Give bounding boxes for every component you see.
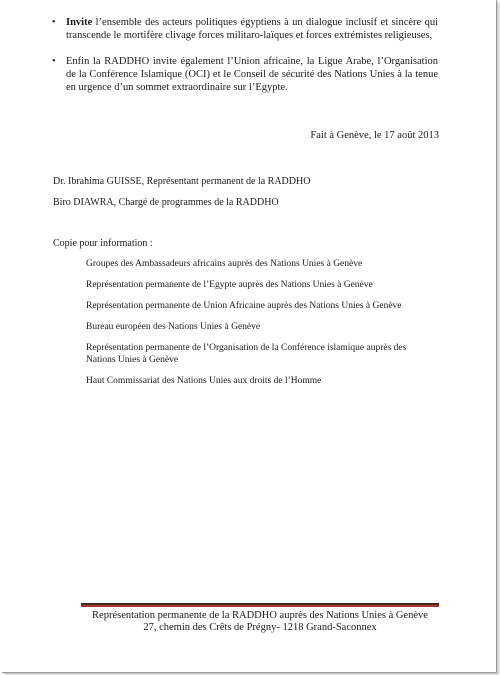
list-item: Groupes des Ambassadeurs africains auprès des Nations Unies à Genève [86, 259, 363, 269]
recipient-list [86, 259, 438, 397]
resolution-bullets [52, 16, 438, 107]
date-line: Fait à Genève, le 17 août 2013 [310, 130, 439, 141]
footer-line-1: Représentation permanente de la RADDHO auprès des Nations Unies à Genève [92, 610, 428, 621]
bullet-dot-icon: • [52, 17, 56, 28]
bullet-invite [52, 16, 438, 42]
signatory-guisse: Dr. Ibrahima GUISSE, Représentant permanent de la RADDHO [53, 176, 311, 187]
bullet-text: Enfin la RADDHO invite également l’Union africaine, la Ligue Arabe, l’Organisation de la Conférence Islamique (OCI) et le Conseil de sécurité des Nations Unies à la tenue en urgence d’un sommet extraordinaire sur l’Egypte. [66, 56, 438, 93]
list-item: Représentation permanente de l’Organisation de la Conférence islamique auprès des Nations Unies à Genève [86, 343, 407, 365]
list-item: Bureau européen des Nations Unies à Genève [86, 322, 261, 332]
list-item: Haut Commissariat des Nations Unies aux droits de l’Homme [86, 375, 322, 386]
bullet-dot-icon: • [52, 56, 56, 67]
bullet-text: l’ensemble des acteurs politiques égyptiens à un dialogue inclusif et sincère qui transcende le mortifère clivage forces militaro-laïques et forces extrémistes religieuses, [66, 17, 438, 41]
copy-title: Copie pour information : [53, 238, 153, 249]
list-item: Représentation permanente de Union Africaine auprès des Nations Unies à Genève [86, 301, 402, 311]
list-item: Représentation permanente de l’Egypte auprès des Nations Unies à Genève [86, 280, 373, 290]
bullet-enfin [52, 55, 438, 94]
footer-divider-accent [81, 605, 439, 607]
footer-line-2: 27, chemin des Crêts de Prégny- 1218 Grand-Saconnex [143, 622, 377, 633]
bullet-bold-word: Invite [66, 17, 93, 28]
signatory-diawra: Biro DIAWRA, Chargé de programmes de la RADDHO [53, 197, 279, 208]
